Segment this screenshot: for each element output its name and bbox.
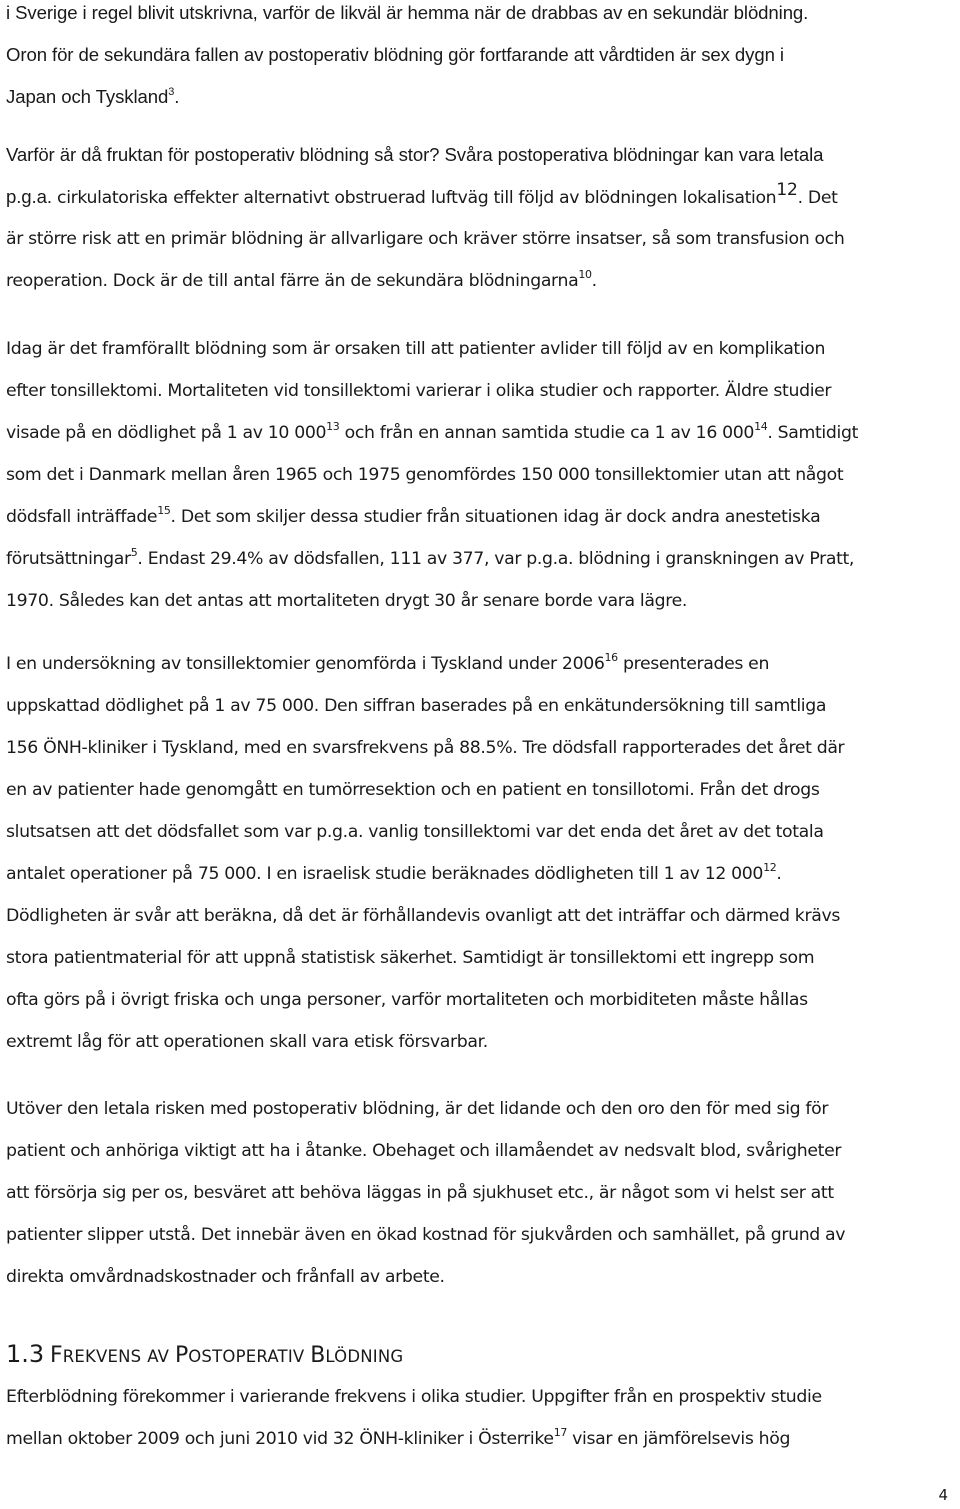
text-line: slutsatsen att det dödsfallet som var p.g.a. vanlig tonsillektomi var det enda det året av det totala: [6, 822, 824, 842]
text-line: patienter slipper utstå. Det innebär även en ökad kostnad för sjukvården och samhället, på grund av: [6, 1225, 846, 1245]
text-line: reoperation. Dock är de till antal färre än de sekundära blödningarna$^{10}$.: [6, 268, 597, 291]
footnote-ref: 12: [776, 180, 798, 200]
footnote-ref: 15: [157, 504, 171, 517]
text-line: Oron för de sekundära fallen av postoperativ blödning gör fortfarande att vårdtiden är sex dygn i: [6, 44, 784, 65]
text-line: som det i Danmark mellan åren 1965 och 1975 genomfördes 150 000 tonsillektomier utan att något: [6, 465, 844, 485]
text-line: p.g.a. cirkulatoriska effekter alternativt obstruerad luftväg till följd av blödningen lokalisation$^{12}$. Det: [6, 180, 838, 208]
text-line: direkta omvårdnadskostnader och frånfall av arbete.: [6, 1267, 445, 1287]
footnote-ref: 12: [763, 861, 777, 874]
text-line: antalet operationer på 75 000. I en israelisk studie beräknades dödligheten till 1 av 12 $000^{12}$.: [6, 861, 782, 884]
text-line: Varför är då fruktan för postoperativ blödning så stor? Svåra postoperativa blödningar kan vara letala: [6, 144, 824, 165]
text-line: visade på en dödlighet på 1 av 10 $000^{13}$ och från en annan samtida studie ca 1 av 16 $000^{14}$. Samtidigt: [6, 420, 858, 443]
text-line: patient och anhöriga viktigt att ha i åtanke. Obehaget och illamåendet av nedsvalt blod, svårigheter: [6, 1141, 842, 1161]
paragraph-frequency: [6, 1376, 956, 1460]
text-line: Idag är det framförallt blödning som är orsaken till att patienter avlider till följd av en komplikation: [6, 339, 826, 359]
footnote-ref: 10: [578, 268, 592, 281]
text-line: i Sverige i regel blivit utskrivna, varför de likväl är hemma när de drabbas av en sekundär blödning.: [6, 2, 809, 23]
paragraph-bleeding-fear: [6, 134, 956, 302]
text-line: efter tonsillektomi. Mortaliteten vid tonsillektomi varierar i olika studier och rapporter. Äldre studier: [6, 381, 832, 401]
text-line: dödsfall inträffade$^{15}$. Det som skiljer dessa studier från situationen idag är dock andra anestetiska: [6, 504, 821, 527]
text-line: Dödligheten är svår att beräkna, då det är förhållandevis ovanligt att det inträffar och därmed krävs: [6, 906, 840, 926]
paragraph-germany-study: [6, 643, 956, 1063]
text-line: förutsättningar$^5$. Endast 29.4% av dödsfallen, 111 av 377, var p.g.a. blödning i granskningen av Pratt,: [6, 546, 855, 569]
text-line: en av patienter hade genomgått en tumörresektion och en patient en tonsillotomi. Från det drogs: [6, 780, 820, 800]
text-line: I en undersökning av tonsillektomier genomförda i Tyskland under 2006$^{16}$ presenterades en: [6, 651, 770, 674]
text-line: 156 ÖNH-kliniker i Tyskland, med en svarsfrekvens på 88.5%. Tre dödsfall rapporterades det året där: [6, 738, 845, 758]
text-line: är större risk att en primär blödning är allvarligare och kräver större insatser, så som transfusion och: [6, 229, 845, 249]
text-line: Japan och Tyskland$^3$.: [6, 86, 180, 107]
paragraph-suffering: [6, 1088, 956, 1298]
footnote-ref: 3: [168, 86, 175, 98]
paragraph-intro: [6, 0, 956, 118]
footnote-ref: 5: [130, 546, 138, 559]
text-line: Utöver den letala risken med postoperativ blödning, är det lidande och den oro den för med sig för: [6, 1099, 829, 1119]
footnote-ref: 16: [604, 651, 618, 664]
section-heading: 1.3 FREKVENS AV POSTOPERATIV BLÖDNING: [6, 1340, 404, 1368]
text-line: ofta görs på i övrigt friska och unga personer, varför mortaliteten och morbiditeten måste hållas: [6, 990, 808, 1010]
footnote-ref: 14: [754, 420, 768, 433]
text-line: 1970. Således kan det antas att mortaliteten drygt 30 år senare borde vara lägre.: [6, 591, 687, 611]
text-line: mellan oktober 2009 och juni 2010 vid 32 ÖNH-kliniker i Österrike$^{17}$ visar en jämförelsevis hög: [6, 1426, 791, 1449]
text-line: stora patientmaterial för att uppnå statistisk säkerhet. Samtidigt är tonsillektomi ett ingrepp som: [6, 948, 815, 968]
footnote-ref: 13: [326, 420, 340, 433]
paragraph-mortality: [6, 328, 956, 622]
text-line: uppskattad dödlighet på 1 av 75 000. Den siffran baserades på en enkätundersökning till samtliga: [6, 696, 827, 716]
page-number: 4: [938, 1486, 948, 1504]
footnote-ref: 17: [553, 1426, 568, 1439]
text-line: Efterblödning förekommer i varierande frekvens i olika studier. Uppgifter från en prospektiv studie: [6, 1387, 822, 1407]
text-line: extremt låg för att operationen skall vara etisk försvarbar.: [6, 1032, 488, 1052]
text-line: att försörja sig per os, besväret att behöva läggas in på sjukhuset etc., är något som vi helst ser att: [6, 1183, 834, 1203]
